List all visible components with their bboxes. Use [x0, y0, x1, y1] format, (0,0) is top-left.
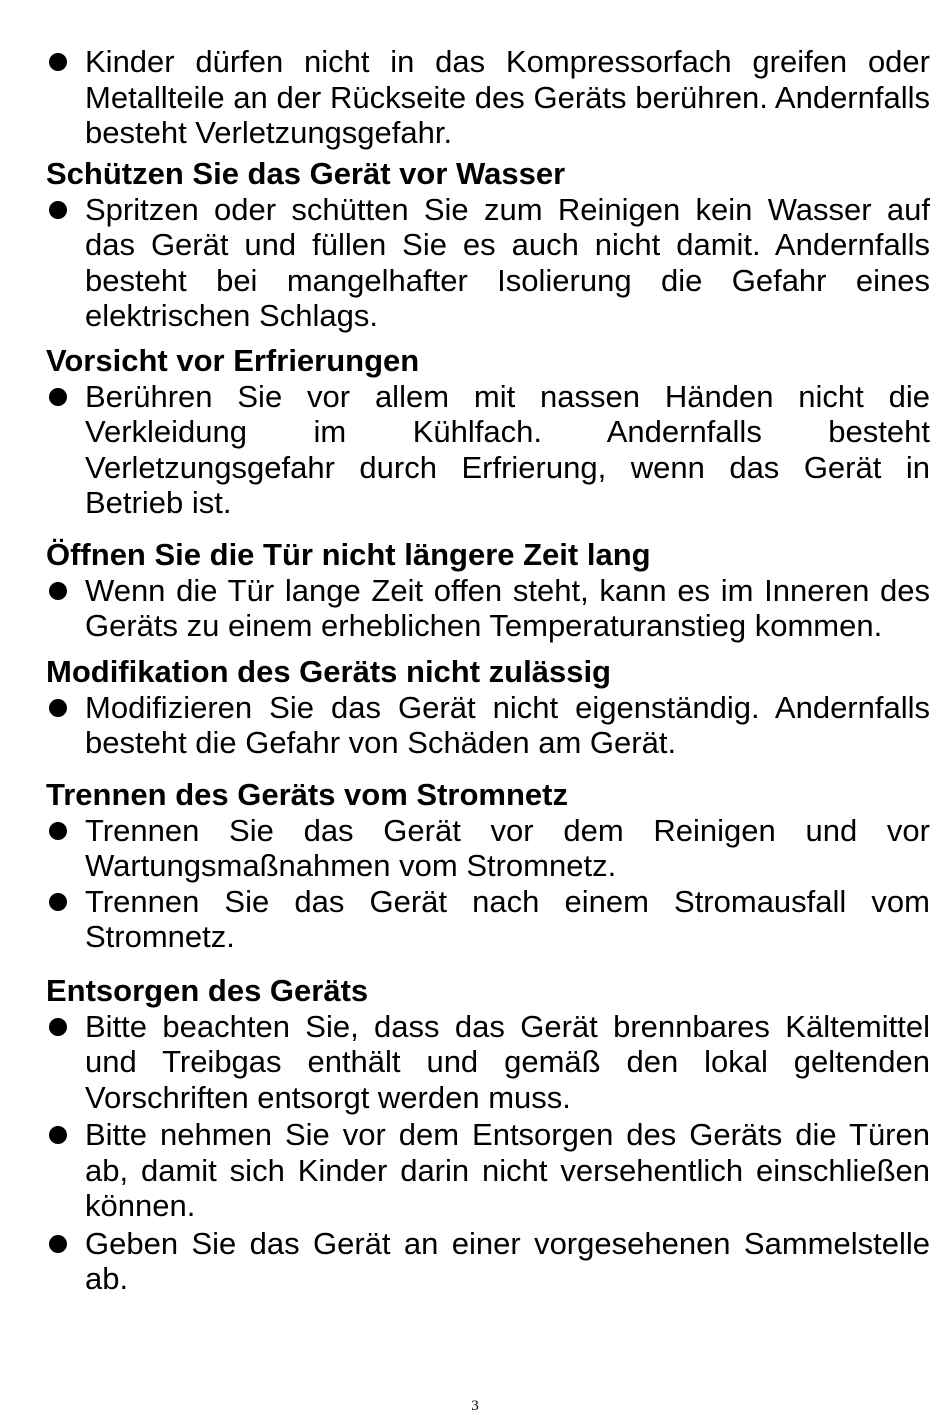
bullet-icon: [49, 388, 67, 406]
section-heading: Trennen des Geräts vom Stromnetz: [46, 776, 568, 812]
document-body: [46, 44, 930, 1297]
section-water: [46, 156, 930, 334]
section-disposal: [46, 973, 930, 1297]
section-door: [46, 537, 930, 644]
item-text: Modifizieren Sie das Gerät nicht eigenständig. Andernfalls besteht die Gefahr von Schäden am Gerät.: [85, 689, 930, 760]
bullet-icon: [49, 893, 67, 911]
item-text: Bitte nehmen Sie vor dem Entsorgen des Geräts die Türen ab, damit sich Kinder darin nicht versehentlich einschließen können.: [85, 1117, 930, 1223]
bullet-icon: [49, 53, 67, 71]
item-text: Wenn die Tür lange Zeit offen steht, kann es im Inneren des Geräts zu einem erheblichen Temperaturanstieg kommen.: [85, 572, 930, 643]
item-text: Berühren Sie vor allem mit nassen Händen nicht die Verkleidung im Kühlfach. Andernfalls besteht Verletzungsgefahr durch Erfrierung, wenn das Gerät in Betrieb ist.: [85, 378, 930, 520]
page-number: 3: [471, 1398, 479, 1414]
item-text: Geben Sie das Gerät an einer vorgesehenen Sammelstelle ab.: [85, 1225, 930, 1296]
section-children-safety: [46, 44, 930, 151]
list-item: [46, 379, 930, 521]
list-item: [46, 690, 930, 761]
bullet-icon: [49, 1018, 67, 1036]
bullet-icon: [49, 1126, 67, 1144]
list-item: [46, 884, 930, 955]
section-heading: Entsorgen des Geräts: [46, 972, 369, 1008]
item-text: Trennen Sie das Gerät vor dem Reinigen und vor Wartungsmaßnahmen vom Stromnetz.: [85, 812, 930, 883]
section-heading: Modifikation des Geräts nicht zulässig: [46, 653, 611, 689]
section-modification: [46, 654, 930, 761]
list-item: [46, 192, 930, 334]
item-text: Kinder dürfen nicht in das Kompressorfach greifen oder Metallteile an der Rückseite des Geräts berühren. Andernfalls besteht Verletzungsgefahr.: [85, 44, 930, 150]
bullet-icon: [49, 1235, 67, 1253]
list-item: [46, 1117, 930, 1224]
list-item: [46, 573, 930, 644]
item-text: Trennen Sie das Gerät nach einem Stromausfall vom Stromnetz.: [85, 883, 930, 954]
list-item: [46, 1009, 930, 1116]
item-text: Bitte beachten Sie, dass das Gerät brennbares Kältemittel und Treibgas enthält und gemäß den lokal geltenden Vorschriften entsorgt werden muss.: [85, 1008, 930, 1115]
section-heading: Vorsicht vor Erfrierungen: [46, 342, 420, 378]
bullet-icon: [49, 699, 67, 717]
list-item: [46, 1226, 930, 1297]
section-heading: Schützen Sie das Gerät vor Wasser: [46, 155, 566, 191]
bullet-icon: [49, 201, 67, 219]
item-text: Spritzen oder schütten Sie zum Reinigen kein Wasser auf das Gerät und füllen Sie es auch nicht damit. Andernfalls besteht bei mangelhafter Isolierung die Gefahr eines elektrischen Schlags.: [85, 191, 930, 333]
section-power: [46, 777, 930, 955]
list-item: [46, 813, 930, 884]
section-frostbite: [46, 343, 930, 521]
list-item: [46, 44, 930, 151]
bullet-icon: [49, 822, 67, 840]
section-heading: Öffnen Sie die Tür nicht längere Zeit lang: [46, 536, 651, 572]
bullet-icon: [49, 582, 67, 600]
